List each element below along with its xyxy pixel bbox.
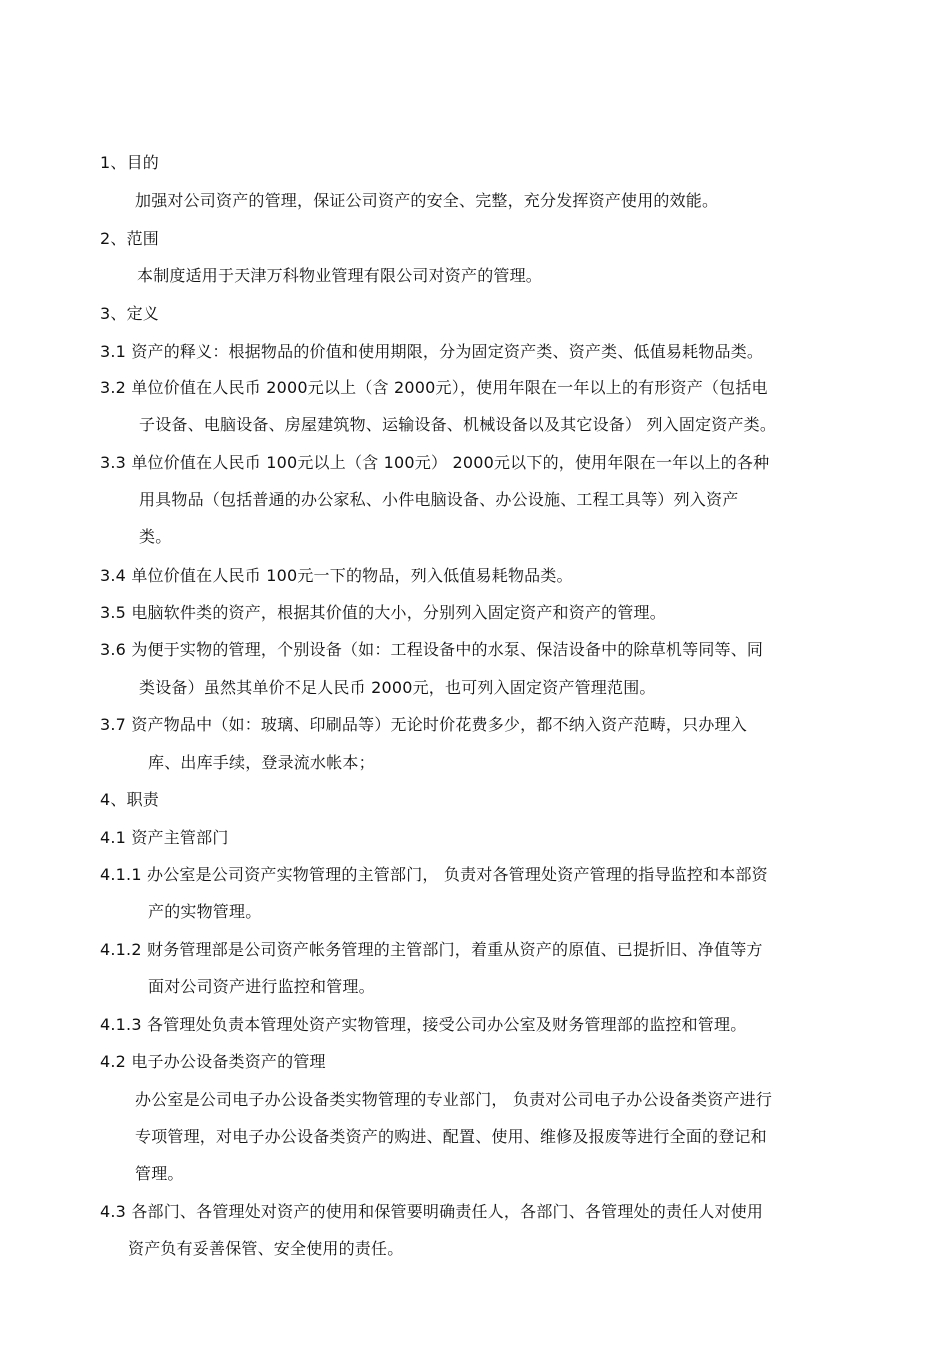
- clause-4-2-line3: 管理。: [135, 1164, 184, 1183]
- paragraph-purpose: 加强对公司资产的管理，保证公司资产的安全、完整，充分发挥资产使用的效能。: [135, 191, 719, 210]
- clause-3-1: 3.1 资产的释义：根据物品的价值和使用期限，分为固定资产类、资产类、低值易耗物品类。: [100, 342, 764, 361]
- clause-3-7-line2: 库、出库手续，登录流水帐本；: [148, 753, 375, 772]
- clause-3-3-line2: 用具物品（包括普通的办公家私、小件电脑设备、办公设施、工程工具等）列入资产: [139, 490, 739, 509]
- clause-3-6-line1: 3.6 为便于实物的管理，个别设备（如：工程设备中的水泵、保洁设备中的除草机等同等、同: [100, 640, 764, 659]
- clause-4-1-2-line1: 4.1.2 财务管理部是公司资产帐务管理的主管部门，着重从资产的原值、已提折旧、净值等方: [100, 940, 763, 959]
- clause-4-2-line2: 专项管理，对电子办公设备类资产的购进、配置、使用、维修及报废等进行全面的登记和: [135, 1127, 767, 1146]
- section-heading-definition: 3、定义: [100, 304, 159, 323]
- clause-4-1-1-line2: 产的实物管理。: [148, 902, 262, 921]
- clause-3-6-line2: 类设备）虽然其单价不足人民币 2000元，也可列入固定资产管理范围。: [139, 678, 656, 697]
- clause-4-3-line1: 4.3 各部门、各管理处对资产的使用和保管要明确责任人，各部门、各管理处的责任人对使用: [100, 1202, 764, 1221]
- paragraph-scope: 本制度适用于天津万科物业管理有限公司对资产的管理。: [137, 266, 543, 285]
- clause-3-4: 3.4 单位价值在人民币 100元一下的物品，列入低值易耗物品类。: [100, 566, 573, 585]
- clause-3-3-line3: 类。: [139, 527, 172, 546]
- clause-4-1-1-line1: 4.1.1 办公室是公司资产实物管理的主管部门， 负责对各管理处资产管理的指导监控和本部资: [100, 865, 768, 884]
- clause-4-1-2-line2: 面对公司资产进行监控和管理。: [148, 977, 375, 996]
- section-heading-duties: 4、职责: [100, 790, 159, 809]
- clause-3-5: 3.5 电脑软件类的资产，根据其价值的大小，分别列入固定资产和资产的管理。: [100, 603, 666, 622]
- clause-4-1: 4.1 资产主管部门: [100, 828, 229, 847]
- clause-4-1-3: 4.1.3 各管理处负责本管理处资产实物管理，接受公司办公室及财务管理部的监控和管理。: [100, 1015, 747, 1034]
- section-heading-scope: 2、范围: [100, 229, 159, 248]
- clause-3-2-line2: 子设备、电脑设备、房屋建筑物、运输设备、机械设备以及其它设备） 列入固定资产类。: [139, 415, 777, 434]
- section-heading-purpose: 1、目的: [100, 153, 159, 172]
- clause-3-2-line1: 3.2 单位价值在人民币 2000元以上（含 2000元），使用年限在一年以上的有形资产（包括电: [100, 378, 768, 397]
- clause-4-2: 4.2 电子办公设备类资产的管理: [100, 1052, 326, 1071]
- clause-4-2-line1: 办公室是公司电子办公设备类实物管理的专业部门， 负责对公司电子办公设备类资产进行: [135, 1090, 773, 1109]
- clause-3-7-line1: 3.7 资产物品中（如：玻璃、印刷品等）无论时价花费多少，都不纳入资产范畴，只办理入: [100, 715, 747, 734]
- clause-3-3-line1: 3.3 单位价值在人民币 100元以上（含 100元） 2000元以下的，使用年限在一年以上的各种: [100, 453, 770, 472]
- clause-4-3-line2: 资产负有妥善保管、安全使用的责任。: [128, 1239, 404, 1258]
